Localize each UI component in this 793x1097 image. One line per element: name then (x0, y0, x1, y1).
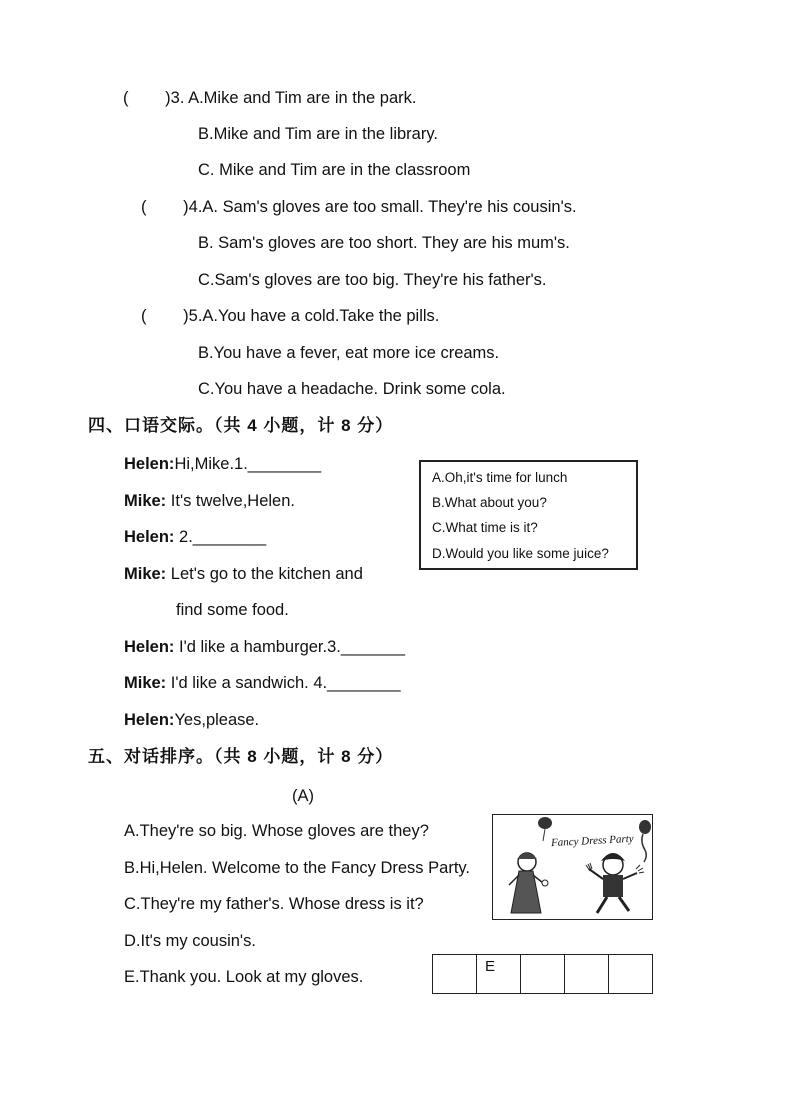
answer-box[interactable] (609, 955, 653, 994)
question-4-option-a: ( )4.A. Sam's gloves are too small. They're his cousin's. (141, 198, 577, 216)
answer-grid (432, 954, 653, 994)
sentence-b: B.Hi,Helen. Welcome to the Fancy Dress Party. (124, 859, 471, 877)
answer-box[interactable] (521, 955, 565, 994)
speaker: Mike: (124, 674, 167, 692)
dialogue-text: Yes,please. (174, 711, 260, 729)
sentence-d: D.It's my cousin's. (124, 932, 256, 950)
dialogue-line (124, 710, 259, 730)
question-3-option-a: ( )3. A.Mike and Tim are in the park. (123, 89, 417, 107)
party-figures-drawing (493, 815, 651, 918)
speaker: Mike: (124, 565, 167, 583)
section-5-heading: 五、对话排序。（共 8 小题，计 8 分） (88, 747, 394, 766)
option-a: A.Oh,it's time for lunch (432, 470, 568, 485)
speaker: Helen: (124, 528, 175, 546)
sentence-e: E.Thank you. Look at my gloves. (124, 968, 364, 986)
sentence-a: A.They're so big. Whose gloves are they? (124, 822, 429, 840)
dialogue-line (124, 564, 363, 584)
question-5-option-a: ( )5.A.You have a cold.Take the pills. (141, 307, 440, 325)
speaker: Mike: (124, 492, 167, 510)
question-5-option-b: B.You have a fever, eat more ice creams. (198, 344, 500, 362)
dialogue-line (176, 600, 289, 620)
picture-caption: Fancy Dress Party (550, 832, 634, 850)
dialogue-text: I'd like a hamburger.3._______ (174, 638, 406, 656)
speaker: Helen: (124, 455, 175, 473)
answer-box[interactable]: E (477, 955, 521, 994)
question-4-option-c: C.Sam's gloves are too big. They're his father's. (198, 271, 547, 289)
options-box (419, 460, 638, 570)
question-3-option-b: B.Mike and Tim are in the library. (198, 125, 438, 143)
dialogue-text: Let's go to the kitchen and (166, 565, 363, 583)
dialogue-text: find some food. (176, 601, 289, 619)
dialogue-line (124, 673, 401, 693)
option-c: C.What time is it? (432, 520, 538, 535)
dialogue-line (124, 637, 405, 657)
sentence-c: C.They're my father's. Whose dress is it? (124, 895, 424, 913)
fancy-dress-party-illustration (492, 814, 653, 920)
dialogue-line (124, 491, 295, 511)
part-a-label: (A) (292, 787, 314, 805)
option-b: B.What about you? (432, 495, 547, 510)
question-3-option-c: C. Mike and Tim are in the classroom (198, 161, 471, 179)
question-5-option-c: C.You have a headache. Drink some cola. (198, 380, 506, 398)
answer-box[interactable] (565, 955, 609, 994)
option-d: D.Would you like some juice? (432, 546, 609, 561)
speaker: Helen: (124, 638, 175, 656)
dialogue-text: Hi,Mike.1.________ (174, 455, 322, 473)
dialogue-line (124, 527, 266, 547)
question-4-option-b: B. Sam's gloves are too short. They are his mum's. (198, 234, 570, 252)
dialogue-text: I'd like a sandwich. 4.________ (166, 674, 401, 692)
dialogue-text: 2.________ (174, 528, 267, 546)
dialogue-line (124, 454, 321, 474)
dialogue-text: It's twelve,Helen. (166, 492, 295, 510)
answer-box[interactable] (433, 955, 477, 994)
speaker: Helen: (124, 711, 175, 729)
section-4-heading: 四、口语交际。（共 4 小题，计 8 分） (88, 416, 394, 435)
